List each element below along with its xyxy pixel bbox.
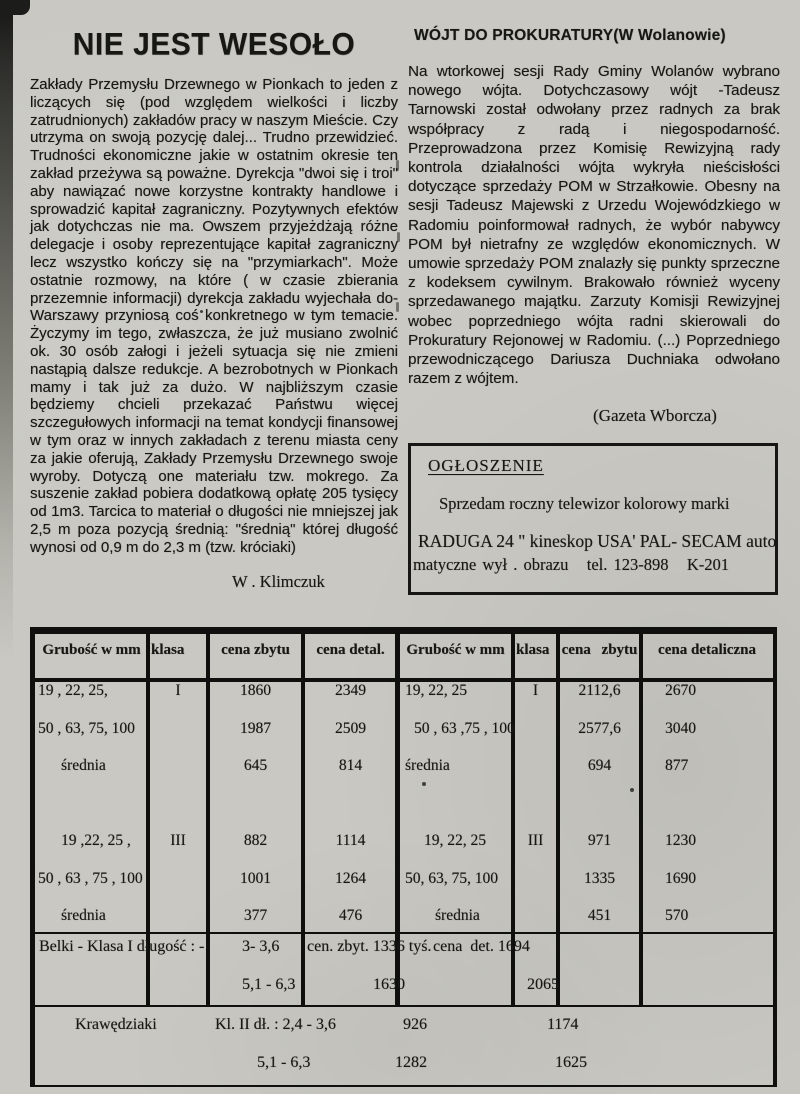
table-cell: 2509 [335,720,366,737]
table-cell [148,720,208,738]
table-cell: 1690 [665,870,696,887]
table-cell: 451 [587,907,612,924]
krawedziaki-range-2: 5,1 - 6,3 [257,1054,311,1071]
header-klasa-right: klasa [516,642,550,658]
table-cell: 2577,6 [578,720,621,737]
table-cell: 2112,6 [578,682,621,699]
left-article-body: Zakłady Przemysłu Drzewnego w Pionkach to jeden z liczących się (pod względem wielkości i liczby zatrudnionych) zakładów pracy w naszym Mieście. Czy utrzyma on swoją pozycję dalej... Trudno przewidzieć. Trudności ekonomiczne jakie w ostatnim okresie ten zakład przeżywa są poważne. Dyrekcja "dwoi się i troi" aby nawiązać nowe korzystne kontrakty handlowe i sprowadzić kapitał zagraniczny. Pozytywnych efektów jak dotychczas nie ma. Owszem przyjeżdżają różne delegacje i osoby reprezentujące kapitał zagraniczny lecz wszystko kończy się na "przymiarkach". Może ostatnie rozmowy, na które ( w czasie zbierania przezemnie informacji) dyrekcja zakładu wyjechała do-Warszawy przyniosą coś konkretnego w tym temacie. Życzymy im tego, zwłaszcza, że już musiano zwolnić ok. 30 osób załogi i jeżeli sytuacja się nie zmieni nastąpią dalsze redukcje. A bezrobotnych w Pionkach mamy i tak już za dużo. W najbliższym czasie będziemy chcieli przekazać Państwu więcej szczegułowych informacji na temat kondycji finansowej w tym oraz w innych zakładach z terenu miasta ceny za jakie oferują, Zakłady Przemysłu Drzewnego swoje wyroby. Dotyczą one materiału tzw. mokrego. Za suszenie zakład pobiera dodatkową opłatę 205 tysięcy od 1m3. Tarcica to materiał o długości nie mniejszej jak 2,5 m poza pozycją średnią: "średnią" której długość wynosi od 0,9 m do 2,3 m (tzw. króciaki) [30,76,398,556]
table-cell: 50 , 63 ,75 , 100 [414,720,515,737]
table-cell: 1335 [584,870,615,887]
header-grubosc-left: Grubość w mm [42,642,141,658]
table-row [35,870,773,888]
table-cell: 19, 22, 25 [405,682,467,699]
table-cell: 19, 22, 25 [424,832,486,849]
table-cell [148,757,208,775]
table-cell: 694 [587,757,612,774]
belki-range-1: 3- 3,6 [242,938,280,955]
table-cell [513,757,558,775]
krawedziaki-cena-det-1: 1174 [547,1016,579,1033]
right-article-body: Na wtorkowej sesji Rady Gminy Wolanów wybrano nowego wójta. Dotychczasowy wójt -Tadeusz Tarnowski został odwołany przez radnych za brak współpracy z radą i niegospodarność. Przeprowadzona przez Komisię Rewizyjną rady kontrola działalności wójta wykryła nieścisłości dotyczące sprzedaży POM w Strzałkowie. Obesny na sesji Tadeusz Majewski z Urzedu Wojewódzkiego w Radomiu poinformował radnych, że wybór nabywcy POM był nietrafny ze względów ekonomicznych. W umowie sprzedaży POM znalazły się punkty sprzeczne z kodeksem cywilnym. Brakowało również wyceny sprzedawanego majątku. Zarzuty Komisji Rewizyjnej wobec poprzedniego wójta radni skierowali do Prokuratury Rejonowej w Radomiu. (...) Poprzedniego przewodniczącego Dariusza Duchniaka odwołano razem z wójtem. [408,63,780,388]
belki-cena-zbytu-1: cen. zbyt. 1336 tyś. [307,938,432,955]
table-cell [148,907,208,925]
table-cell: I [532,682,539,699]
table-cell: 882 [243,832,268,849]
table-cell [513,870,558,888]
advertisement-box [408,443,778,595]
ad-line-3: matyczne wył . obrazu tel. 123-898 K-201 [413,555,730,574]
belki-label: Belki - Klasa I długość : - [39,938,205,955]
table-row [35,907,773,925]
ad-line-2: RADUGA 24 " kineskop USA' PAL- SECAM auto [418,531,777,551]
table-cell: średnia [61,757,106,774]
left-article-signature: W . Klimczuk [232,572,325,591]
table-row-separator [35,932,773,934]
belki-cena-det-2: 2065 [527,976,559,993]
header-cena-detal-left: cena detal. [316,642,385,658]
price-table [30,627,777,1087]
header-cena-detaliczna-right: cena detaliczna [658,642,756,658]
table-cell: 1114 [335,832,366,849]
krawedziaki-cena-zbytu-1: 926 [403,1016,427,1033]
table-header-row [35,642,773,659]
ad-line-1: Sprzedam roczny telewizor kolorowy marki [439,494,730,513]
header-klasa-left: klasa [151,642,185,658]
table-cell: III [527,832,544,849]
table-cell [513,720,558,738]
header-cena-zbytu-right: cena zbytu [561,642,638,658]
table-cell: 2349 [335,682,366,699]
scan-corner-mark [0,0,30,15]
krawedziaki-cena-det-2: 1625 [555,1054,587,1071]
scan-edge-shadow [0,0,13,660]
table-cell: 877 [665,757,689,774]
krawedziaki-cena-zbytu-2: 1282 [395,1054,427,1071]
table-cell: 377 [243,907,268,924]
krawedziaki-dim-1: Kl. II dł. : 2,4 - 3,6 [215,1016,336,1033]
table-row [35,682,773,700]
belki-cena-det-1: cena det. 1694 [433,938,530,955]
belki-cena-zbytu-2: 1630 [373,976,405,993]
table-cell: 1001 [240,870,271,887]
table-cell: średnia [405,757,450,774]
table-row [35,720,773,738]
table-cell: 971 [587,832,612,849]
table-cell: 1860 [240,682,271,699]
table-cell: 1230 [665,832,696,849]
table-cell: I [175,682,181,699]
table-cell: 50, 63, 75, 100 [405,870,498,887]
table-cell: średnia [61,907,106,924]
table-cell: 50 , 63, 75, 100 [38,720,135,737]
table-cell [148,870,208,888]
left-article-headline: NIE JEST WESOŁO [72,26,356,62]
table-cell: 3040 [665,720,696,737]
table-cell: 814 [338,757,363,774]
header-cena-zbytu-left: cena zbytu [221,642,290,658]
ad-title: OGŁOSZENIE [428,456,544,475]
table-row [35,832,773,850]
table-row-separator [35,1005,773,1007]
table-cell: 476 [338,907,363,924]
table-cell: III [170,832,186,849]
table-cell: 50 , 63 , 75 , 100 [38,870,143,887]
table-cell: średnia [435,907,480,924]
table-cell: 19 , 22, 25, [38,682,108,699]
right-article-headline: WÓJT DO PROKURATURY(W Wolanowie) [414,27,726,44]
table-cell: 1264 [335,870,366,887]
table-cell: 1987 [240,720,271,737]
table-cell: 2670 [665,682,696,699]
table-cell: 19 ,22, 25 , [61,832,131,849]
table-cell [513,907,558,925]
table-cell: 645 [243,757,268,774]
right-article-attribution: (Gazeta Wborcza) [593,406,717,425]
table-row [35,757,773,775]
table-cell: 570 [665,907,689,924]
belki-range-2: 5,1 - 6,3 [242,976,296,993]
krawedziaki-label: Krawędziaki [75,1016,157,1033]
header-grubosc-right: Grubość w mm [406,642,505,658]
